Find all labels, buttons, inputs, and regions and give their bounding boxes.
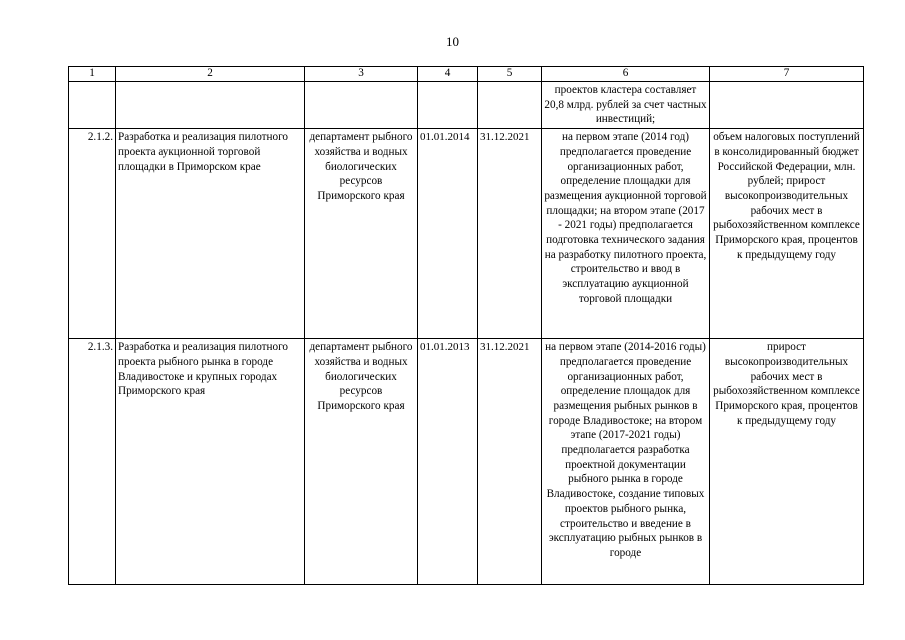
expected-result-cell: на первом этапе (2014-2016 годы) предполагается проведение организационных работ, определение площадок для размещения рыбных рынков в городе Владивостоке; на втором этапе (2017-2021 годы) предполагается разработка проектной документации рыбного рынка в городе Владивостоке, создание типовых проектов рыбного рынка, строительство и введение в эксплуатацию рыбных рынков в городе xyxy=(542,339,710,585)
indicator-cell: прирост высокопроизводительных рабочих мест в рыбохозяйственном комплексе Приморского края, процентов к предыдущему году xyxy=(710,339,864,585)
column-number: 6 xyxy=(542,67,710,82)
measure-name-cell xyxy=(116,82,305,129)
responsible-cell: департамент рыбного хозяйства и водных биологических ресурсов Приморского края xyxy=(305,339,418,585)
start-date-cell xyxy=(418,82,478,129)
table-row xyxy=(69,339,864,585)
start-date-cell: 01.01.2013 xyxy=(418,339,478,585)
column-number: 7 xyxy=(710,67,864,82)
column-number: 5 xyxy=(478,67,542,82)
page-number: 10 xyxy=(446,34,459,49)
responsible-cell: департамент рыбного хозяйства и водных биологических ресурсов Приморского края xyxy=(305,129,418,339)
table-row xyxy=(69,82,864,129)
item-number-cell: 2.1.3. xyxy=(69,339,116,585)
indicator-cell xyxy=(710,82,864,129)
expected-result-cell: на первом этапе (2014 год) предполагается проведение организационных работ, определение площадки для размещения аукционной торговой площадки; на втором этапе (2017 - 2021 годы) предполагается подготовка технического задания на разработку пилотного проекта, строительство и ввод в эксплуатацию аукционной торговой площадки xyxy=(542,129,710,339)
start-date-cell: 01.01.2014 xyxy=(418,129,478,339)
indicator-cell: объем налоговых поступлений в консолидированный бюджет Российской Федерации, млн. рублей; прирост высокопроизводительных рабочих мест в рыбохозяйственном комплексе Приморского края, процентов к предыдущему году xyxy=(710,129,864,339)
column-number: 4 xyxy=(418,67,478,82)
measures-table xyxy=(68,66,864,585)
column-number: 1 xyxy=(69,67,116,82)
end-date-cell: 31.12.2021 xyxy=(478,339,542,585)
item-number-cell: 2.1.2. xyxy=(69,129,116,339)
column-number: 2 xyxy=(116,67,305,82)
column-number-row xyxy=(69,67,864,82)
end-date-cell: 31.12.2021 xyxy=(478,129,542,339)
column-number: 3 xyxy=(305,67,418,82)
measure-name-cell: Разработка и реализация пилотного проекта рыбного рынка в городе Владивостоке и крупных городах Приморского края xyxy=(116,339,305,585)
item-number-cell xyxy=(69,82,116,129)
table-row xyxy=(69,129,864,339)
end-date-cell xyxy=(478,82,542,129)
expected-result-cell: проектов кластера составляет 20,8 млрд. рублей за счет частных инвестиций; xyxy=(542,82,710,129)
measure-name-cell: Разработка и реализация пилотного проекта аукционной торговой площадки в Приморском крае xyxy=(116,129,305,339)
responsible-cell xyxy=(305,82,418,129)
